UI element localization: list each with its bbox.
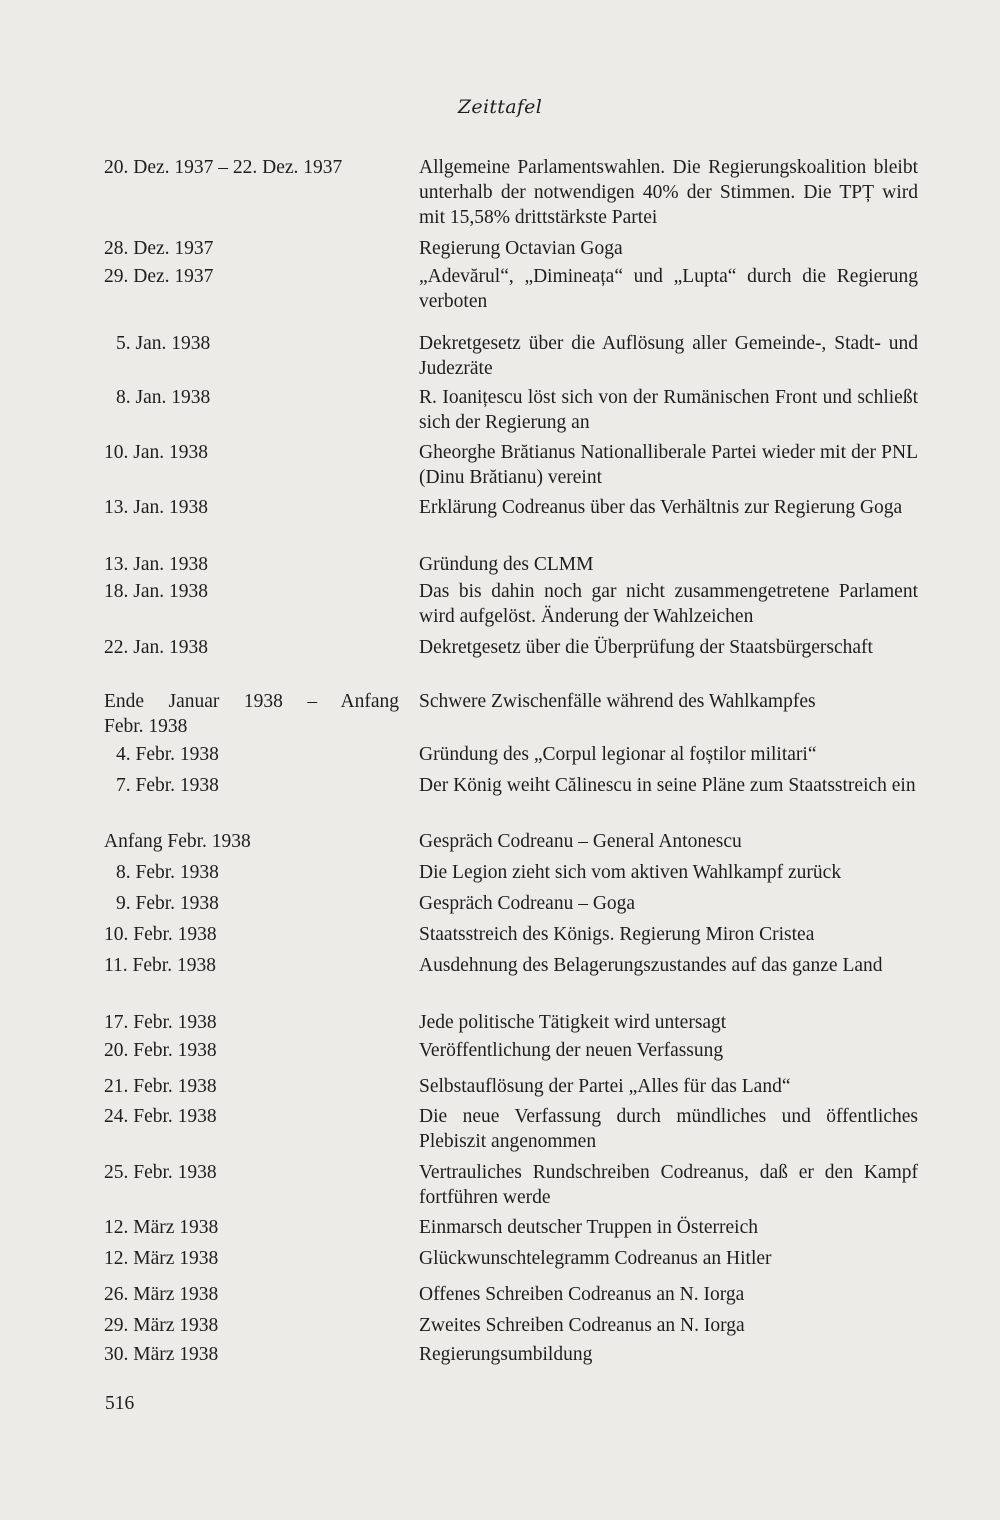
entry-date: 5. Jan. 1938 — [116, 333, 211, 354]
entry-date: 11. Febr. 1938 — [104, 955, 216, 976]
entry-date: 20. Febr. 1938 — [104, 1040, 217, 1061]
entry-text: Gründung des „Corpul legionar al foștilor militari“ — [419, 744, 817, 765]
entry-date: 8. Jan. 1938 — [116, 387, 211, 408]
entry-text: Regierungsumbildung — [419, 1344, 593, 1365]
entry-date: Anfang Febr. 1938 — [104, 831, 251, 852]
entry-text: „Adevărul“, „Dimineața“ und „Lupta“ durch die Regierung verboten — [419, 266, 918, 312]
entry-date: 29. Dez. 1937 — [104, 266, 214, 287]
entry-date: 24. Febr. 1938 — [104, 1106, 217, 1127]
entry-text: Jede politische Tätigkeit wird untersagt — [419, 1012, 727, 1033]
entry-text: Das bis dahin noch gar nicht zusammengetretene Parlament wird aufgelöst. Änderung der Wahlzeichen — [419, 581, 918, 627]
entry-date: 9. Febr. 1938 — [116, 893, 219, 914]
entry-text: Offenes Schreiben Codreanus an N. Iorga — [419, 1284, 745, 1305]
entry-text: Dekretgesetz über die Überprüfung der Staatsbürgerschaft — [419, 637, 873, 658]
entry-text: Allgemeine Parlamentswahlen. Die Regierungskoalition bleibt unterhalb der notwendigen 40% der Stimmen. Die TPȚ wird mit 15,58% drittstärkste Partei — [419, 157, 918, 228]
entry-date: 8. Febr. 1938 — [116, 862, 219, 883]
entry-text: Schwere Zwischenfälle während des Wahlkampfes — [419, 691, 816, 712]
entry-date: 26. März 1938 — [104, 1284, 219, 1305]
entry-date: 30. März 1938 — [104, 1344, 219, 1365]
running-header: Zeittafel — [457, 96, 543, 118]
entry-text: Veröffentlichung der neuen Verfassung — [419, 1040, 724, 1061]
entry-date: 20. Dez. 1937 – 22. Dez. 1937 — [104, 157, 343, 178]
entry-date-line: Ende Januar 1938 – Anfang — [104, 691, 399, 712]
entry-text: Vertrauliches Rundschreiben Codreanus, daß er den Kampf fortführen werde — [419, 1162, 918, 1208]
entry-date: 22. Jan. 1938 — [104, 637, 208, 658]
entry-text: Dekretgesetz über die Auflösung aller Gemeinde-, Stadt- und Judezräte — [419, 333, 918, 379]
entry-text: Regierung Octavian Goga — [419, 238, 623, 259]
entry-text: R. Ioanițescu löst sich von der Rumänischen Front und schließt sich der Regierung an — [419, 387, 918, 433]
entry-text: Der König weiht Călinescu in seine Pläne zum Staatsstreich ein — [419, 775, 916, 796]
entry-date: 12. März 1938 — [104, 1217, 219, 1238]
entry-date: 4. Febr. 1938 — [116, 744, 219, 765]
entry-date: 7. Febr. 1938 — [116, 775, 219, 796]
entry-date: 13. Jan. 1938 — [104, 554, 208, 575]
entry-text: Einmarsch deutscher Truppen in Österreich — [419, 1217, 759, 1238]
entry-text: Gheorghe Brătianus Nationalliberale Partei wieder mit der PNL (Dinu Brătianu) vereint — [419, 442, 918, 488]
entry-date: 18. Jan. 1938 — [104, 581, 208, 602]
entry-date: 10. Jan. 1938 — [104, 442, 208, 463]
entry-date: 28. Dez. 1937 — [104, 238, 214, 259]
entry-date: 10. Febr. 1938 — [104, 924, 217, 945]
entry-text: Die Legion zieht sich vom aktiven Wahlkampf zurück — [419, 862, 842, 883]
entry-text: Glückwunschtelegramm Codreanus an Hitler — [419, 1248, 772, 1269]
entry-date: 17. Febr. 1938 — [104, 1012, 217, 1033]
entry-text: Ausdehnung des Belagerungszustandes auf das ganze Land — [419, 955, 883, 976]
entry-text: Gründung des CLMM — [419, 554, 594, 575]
entry-date: 25. Febr. 1938 — [104, 1162, 217, 1183]
entry-text: Zweites Schreiben Codreanus an N. Iorga — [419, 1315, 745, 1336]
entry-text: Staatsstreich des Königs. Regierung Miron Cristea — [419, 924, 815, 945]
entry-text: Selbstauflösung der Partei „Alles für das Land“ — [419, 1076, 791, 1097]
entry-date-line: Febr. 1938 — [104, 716, 188, 737]
entry-date: 21. Febr. 1938 — [104, 1076, 217, 1097]
entry-date — [104, 689, 399, 739]
page-number: 516 — [105, 1393, 135, 1414]
entry-text: Die neue Verfassung durch mündliches und öffentliches Plebiszit angenommen — [419, 1106, 918, 1152]
entry-text: Gespräch Codreanu – General Antonescu — [419, 831, 742, 852]
entry-text: Erklärung Codreanus über das Verhältnis zur Regierung Goga — [419, 497, 903, 518]
entry-date: 13. Jan. 1938 — [104, 497, 208, 518]
entry-date: 12. März 1938 — [104, 1248, 219, 1269]
entry-text: Gespräch Codreanu – Goga — [419, 893, 636, 914]
entry-date: 29. März 1938 — [104, 1315, 219, 1336]
